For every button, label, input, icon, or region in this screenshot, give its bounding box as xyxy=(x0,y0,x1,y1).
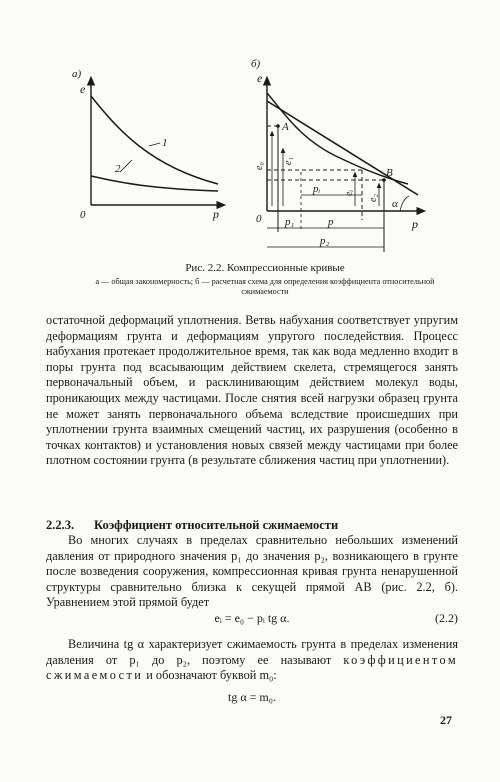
label-e0: e₀ xyxy=(254,162,265,170)
panel-a-origin: 0 xyxy=(80,209,86,221)
paragraph-3 xyxy=(46,637,458,684)
point-b-label: B xyxy=(386,167,393,179)
label-p: p xyxy=(328,216,334,228)
section-number: 2.2.3. xyxy=(46,518,75,532)
formula-2-2-number: (2.2) xyxy=(435,611,458,625)
paragraph-3-term: коэффициентом сжимаемости xyxy=(46,652,458,683)
point-a-label: A xyxy=(282,121,289,133)
page-number: 27 xyxy=(440,713,452,727)
panel-a-curve-2-label: 2 xyxy=(115,163,121,175)
label-e1: e₁ xyxy=(283,157,294,165)
panel-b-x-label: p xyxy=(412,217,418,231)
panel-b-diagram xyxy=(251,58,422,252)
figure-caption xyxy=(95,262,435,297)
section-title: Коэффициент относительной сжимаемости xyxy=(94,518,339,532)
label-e2: e₂ xyxy=(368,194,379,202)
figure-compression-curves xyxy=(0,0,500,262)
label-ei: eᵢ xyxy=(344,189,355,196)
paragraph-2-text: Во многих случаях в пределах сравнительно небольших изменений давления от природного значения p₁ до значения p₂, возникающего в грунте после возведения сооружения, компрессионная кривая грунта ненарушенной структуры сравнительно близка к секущей прямой AB (рис. 2.2, б). Уравнением этой прямой будет xyxy=(46,533,458,610)
paragraph-coefficient xyxy=(46,637,458,684)
panel-a-y-label: e xyxy=(80,82,86,96)
paragraph-1-text: остаточной деформаций уплотнения. Ветвь набухания соответствует упругим деформациям грунта и деформациям упругого последействия. Процесс набухания протекает продолжительное время, так как вода медленно входит в поры грунта под всасывающим действием скелета, стремящегося занять первоначальный объем, и расклинивающим действием молекул воды, проникающих между частицами. После снятия всей нагрузки образец грунта не может занять первоначального объема вследствие происшедших при уплотнении грунта взаимных смещений частиц, их разрушения (особенно в точках контактов) и установления новых связей между частицами при более плотном состоянии грунта (в результате сближения частиц при уплотнении). xyxy=(46,313,458,468)
paragraph-3-before: Величина tg α характеризует сжимаемость грунта в пределах изменения давления от p₁ до p₂, поэтому ее называют xyxy=(46,637,458,667)
paragraph-secant xyxy=(46,533,458,611)
label-p2: p₂ xyxy=(320,235,330,247)
paragraph-swelling xyxy=(46,313,458,469)
panel-a-diagram xyxy=(72,68,222,221)
label-p1: p₁ xyxy=(285,216,295,228)
panel-b-origin: 0 xyxy=(256,213,262,225)
panel-a-curve-1 xyxy=(91,96,218,184)
caption-title: Рис. 2.2. Компрессионные кривые xyxy=(185,262,345,274)
formula-2-2-expression: eᵢ = e₀ − pᵢ tg α. xyxy=(214,611,290,625)
section-heading xyxy=(46,518,458,533)
panel-b-secant-ab xyxy=(267,101,418,195)
panel-a-curve-1-label: 1 xyxy=(162,137,168,149)
panel-b-y-label: e xyxy=(257,71,263,85)
label-alpha: α xyxy=(392,198,398,210)
panel-a-tag: а) xyxy=(72,68,82,80)
paragraph-3-after: и обозначают буквой m₀: xyxy=(146,668,277,683)
label-pi: pᵢ xyxy=(313,183,321,195)
caption-description: а — общая закономерность; б — расчетная схема для определения коэффициента относительной сжимаемости xyxy=(95,277,435,296)
panel-b-tag: б) xyxy=(251,58,261,70)
panel-a-x-label: p xyxy=(213,207,219,221)
formula-m0-expression: tg α = m₀. xyxy=(228,690,276,704)
